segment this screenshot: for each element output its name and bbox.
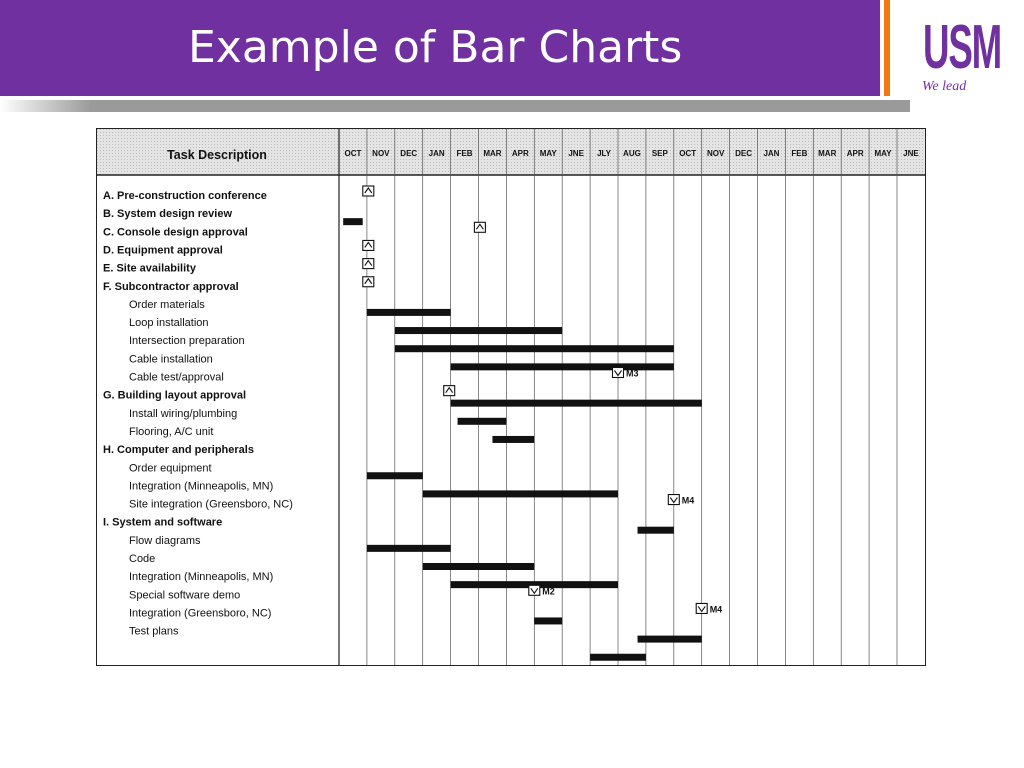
task-label: Intersection preparation	[129, 335, 245, 348]
task-bar	[638, 527, 674, 534]
task-label: Install wiring/plumbing	[129, 407, 238, 420]
task-bar	[367, 309, 451, 316]
task-label: E. Site availability	[103, 262, 196, 275]
milestone-marker	[444, 386, 455, 396]
gantt-chart-frame	[96, 128, 926, 666]
task-label: G. Building layout approval	[103, 389, 247, 402]
month-tick-label: JLY	[597, 149, 612, 158]
task-label: I. System and software	[103, 516, 223, 529]
task-label: Cable test/approval	[129, 371, 224, 384]
month-tick-label: APR	[846, 149, 864, 158]
milestone-marker	[363, 240, 374, 250]
gantt-chart	[97, 129, 925, 665]
divider-rule	[0, 100, 910, 112]
milestone-marker	[474, 222, 485, 232]
milestone-label: M2	[542, 586, 555, 597]
task-label: Cable installation	[129, 353, 213, 366]
usm-logo	[922, 12, 1002, 74]
month-tick-label: MAR	[483, 149, 502, 158]
task-label: Special software demo	[129, 589, 241, 602]
task-bar	[343, 218, 363, 225]
task-bar	[451, 363, 674, 370]
month-tick-label: JAN	[763, 149, 780, 158]
task-bar	[492, 436, 534, 443]
month-tick-label: DEC	[735, 149, 752, 158]
month-tick-label: DEC	[400, 149, 418, 158]
task-label: Integration (Minneapolis, MN)	[129, 480, 274, 493]
task-label: Flooring, A/C unit	[129, 425, 214, 438]
task-label: Code	[129, 553, 156, 565]
slide-title: Example of Bar Charts	[188, 22, 683, 73]
task-bar	[458, 418, 507, 425]
month-tick-label: JNE	[568, 149, 584, 158]
task-bar	[395, 327, 562, 334]
month-tick-label: AUG	[623, 149, 641, 158]
month-tick-label: NOV	[372, 149, 390, 158]
month-tick-label: OCT	[344, 149, 362, 158]
task-bar	[367, 545, 451, 552]
month-tick-label: OCT	[679, 149, 697, 158]
month-tick-label: SEP	[651, 149, 668, 158]
month-tick-label: MAY	[874, 149, 892, 158]
task-label: Site integration (Greensboro, NC)	[129, 498, 293, 511]
task-bar	[395, 345, 674, 352]
task-label: Integration (Greensboro, NC)	[129, 607, 272, 620]
month-tick-label: JAN	[428, 149, 445, 158]
task-bar	[451, 400, 702, 407]
milestone-label: M3	[626, 368, 639, 379]
task-bar	[590, 654, 646, 661]
task-label: B. System design review	[103, 208, 232, 221]
milestone-marker	[613, 368, 624, 378]
task-label: C. Console design approval	[103, 226, 248, 239]
milestone-label: M4	[709, 604, 723, 615]
month-tick-label: FEB	[791, 149, 808, 158]
milestone-marker	[529, 585, 540, 595]
task-bar	[534, 617, 562, 624]
milestone-marker	[363, 277, 374, 287]
task-bar	[423, 490, 618, 497]
title-bar	[0, 0, 880, 96]
task-label: Test plans	[129, 625, 179, 638]
task-bar	[367, 472, 423, 479]
month-tick-label: FEB	[456, 149, 473, 158]
month-tick-label: MAR	[818, 149, 837, 158]
month-tick-label: APR	[511, 149, 529, 158]
task-bar	[423, 563, 535, 570]
month-tick-label: MAY	[539, 149, 557, 158]
task-label: D. Equipment approval	[103, 244, 223, 257]
milestone-marker	[363, 186, 374, 196]
logo-tagline: We lead	[922, 79, 967, 94]
month-tick-label: NOV	[706, 149, 725, 158]
task-label: Order materials	[129, 298, 205, 311]
milestone-marker	[696, 603, 707, 613]
task-label: H. Computer and peripherals	[103, 444, 254, 457]
task-label: Order equipment	[129, 462, 212, 475]
task-label: A. Pre-construction conference	[103, 190, 267, 202]
month-tick-label: JNE	[903, 149, 919, 158]
task-label: F. Subcontractor approval	[103, 280, 239, 293]
logo-text: USM	[923, 13, 1001, 74]
task-label: Loop installation	[129, 317, 209, 330]
task-bar	[638, 636, 702, 643]
milestone-label: M4	[681, 495, 695, 506]
task-header: Task Description	[167, 148, 267, 162]
milestone-marker	[363, 259, 374, 269]
milestone-marker	[668, 495, 679, 505]
task-label: Integration (Minneapolis, MN)	[129, 571, 274, 584]
task-label: Flow diagrams	[129, 534, 201, 547]
